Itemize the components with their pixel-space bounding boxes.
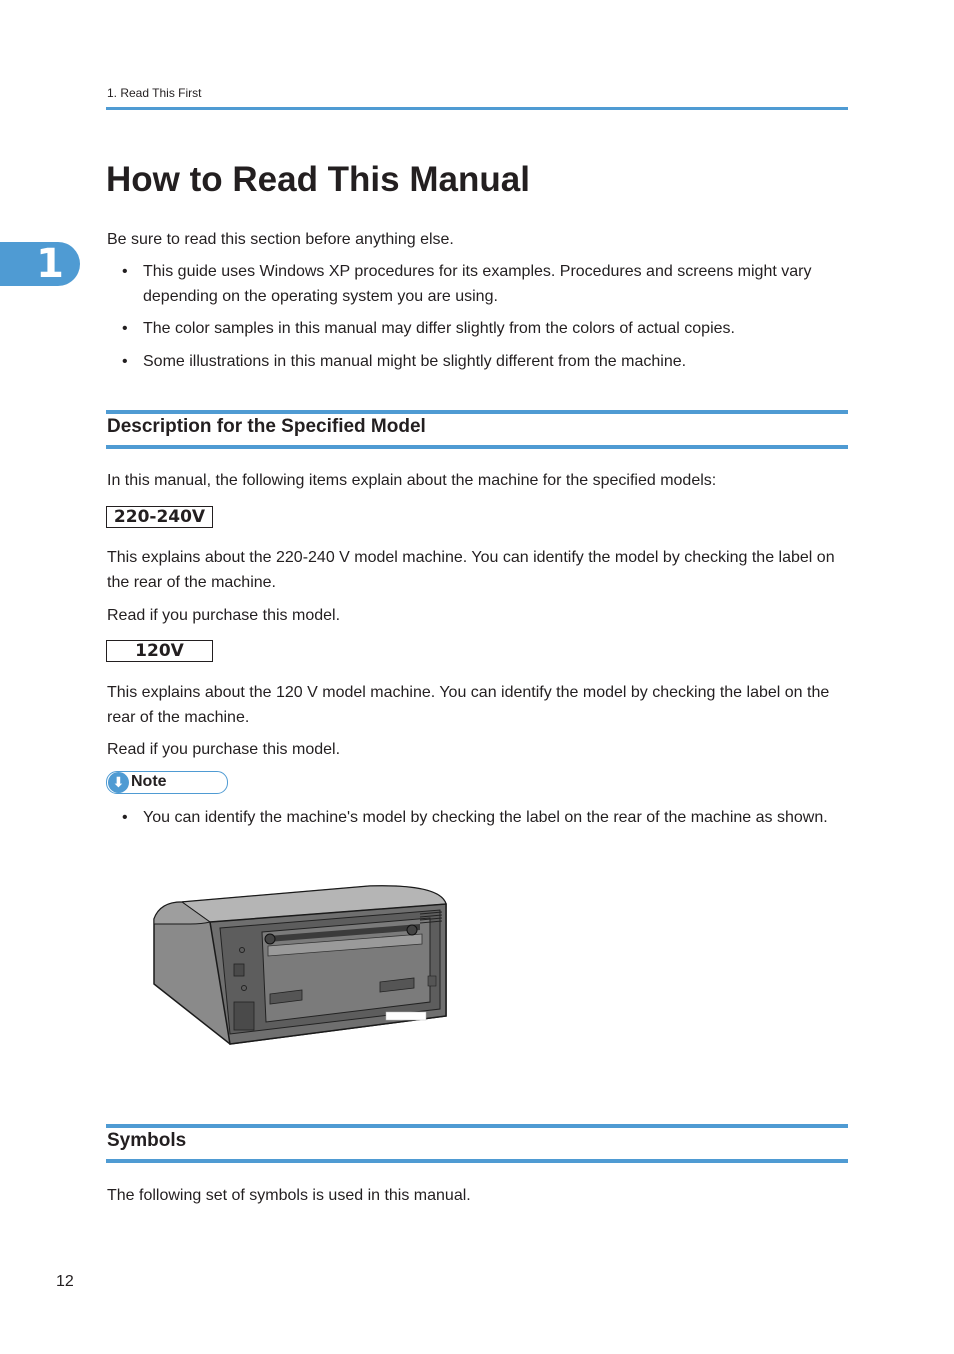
chapter-tab: [0, 242, 80, 286]
section-lead: The following set of symbols is used in this manual.: [107, 1187, 471, 1204]
header-rule: [106, 107, 848, 110]
list-item-text: You can identify the machine's model by checking the label on the rear of the machine as shown.: [143, 809, 828, 826]
model-badge-220-240v: 220-240V: [106, 506, 213, 528]
page-title: How to Read This Manual: [106, 160, 530, 199]
model-badge-120v: 120V: [106, 640, 213, 662]
model-read-note: Read if you purchase this model.: [107, 741, 341, 758]
page-number: 12: [56, 1273, 74, 1290]
section-lead: In this manual, the following items explain about the machine for the specified models:: [107, 472, 717, 489]
section-rule-bottom: [106, 445, 848, 449]
list-item: • This guide uses Windows XP procedures for its examples. Procedures and screens might vary depending on the operating system you are using.: [122, 263, 812, 305]
model-description: This explains about the 220-240 V model machine. You can identify the model by checking the label on the rear of the machine.: [107, 549, 835, 591]
note-bullet-list: [120, 805, 860, 830]
down-arrow-icon: ⬇: [108, 772, 129, 793]
list-item: • Some illustrations in this manual might be slightly different from the machine.: [122, 353, 687, 370]
section-rule-top: [106, 1124, 848, 1128]
intro-bullet-list: [120, 259, 820, 374]
model-read-note: Read if you purchase this model.: [107, 607, 341, 624]
printer-rear-illustration: [150, 884, 452, 1050]
list-item-text: The color samples in this manual may differ slightly from the colors of actual copies.: [143, 320, 735, 337]
list-item-text: This guide uses Windows XP procedures for its examples. Procedures and screens might vary depending on the operating system you are using.: [143, 263, 812, 305]
section-heading-symbols: Symbols: [107, 1130, 187, 1151]
list-item: • The color samples in this manual may differ slightly from the colors of actual copies.: [122, 320, 735, 337]
intro-text: Be sure to read this section before anything else.: [107, 231, 454, 248]
section-rule-bottom: [106, 1159, 848, 1163]
note-label: Note: [131, 773, 167, 790]
list-item-text: Some illustrations in this manual might be slightly different from the machine.: [143, 353, 687, 370]
section-heading-specified-model: Description for the Specified Model: [107, 416, 426, 437]
model-description: This explains about the 120 V model machine. You can identify the model by checking the label on the rear of the machine.: [107, 684, 830, 726]
breadcrumb: 1. Read This First: [107, 86, 202, 100]
section-rule-top: [106, 410, 848, 414]
chapter-number: 1: [36, 241, 64, 287]
list-item: • You can identify the machine's model by checking the label on the rear of the machine as shown.: [122, 809, 828, 826]
note-badge: [106, 771, 228, 794]
